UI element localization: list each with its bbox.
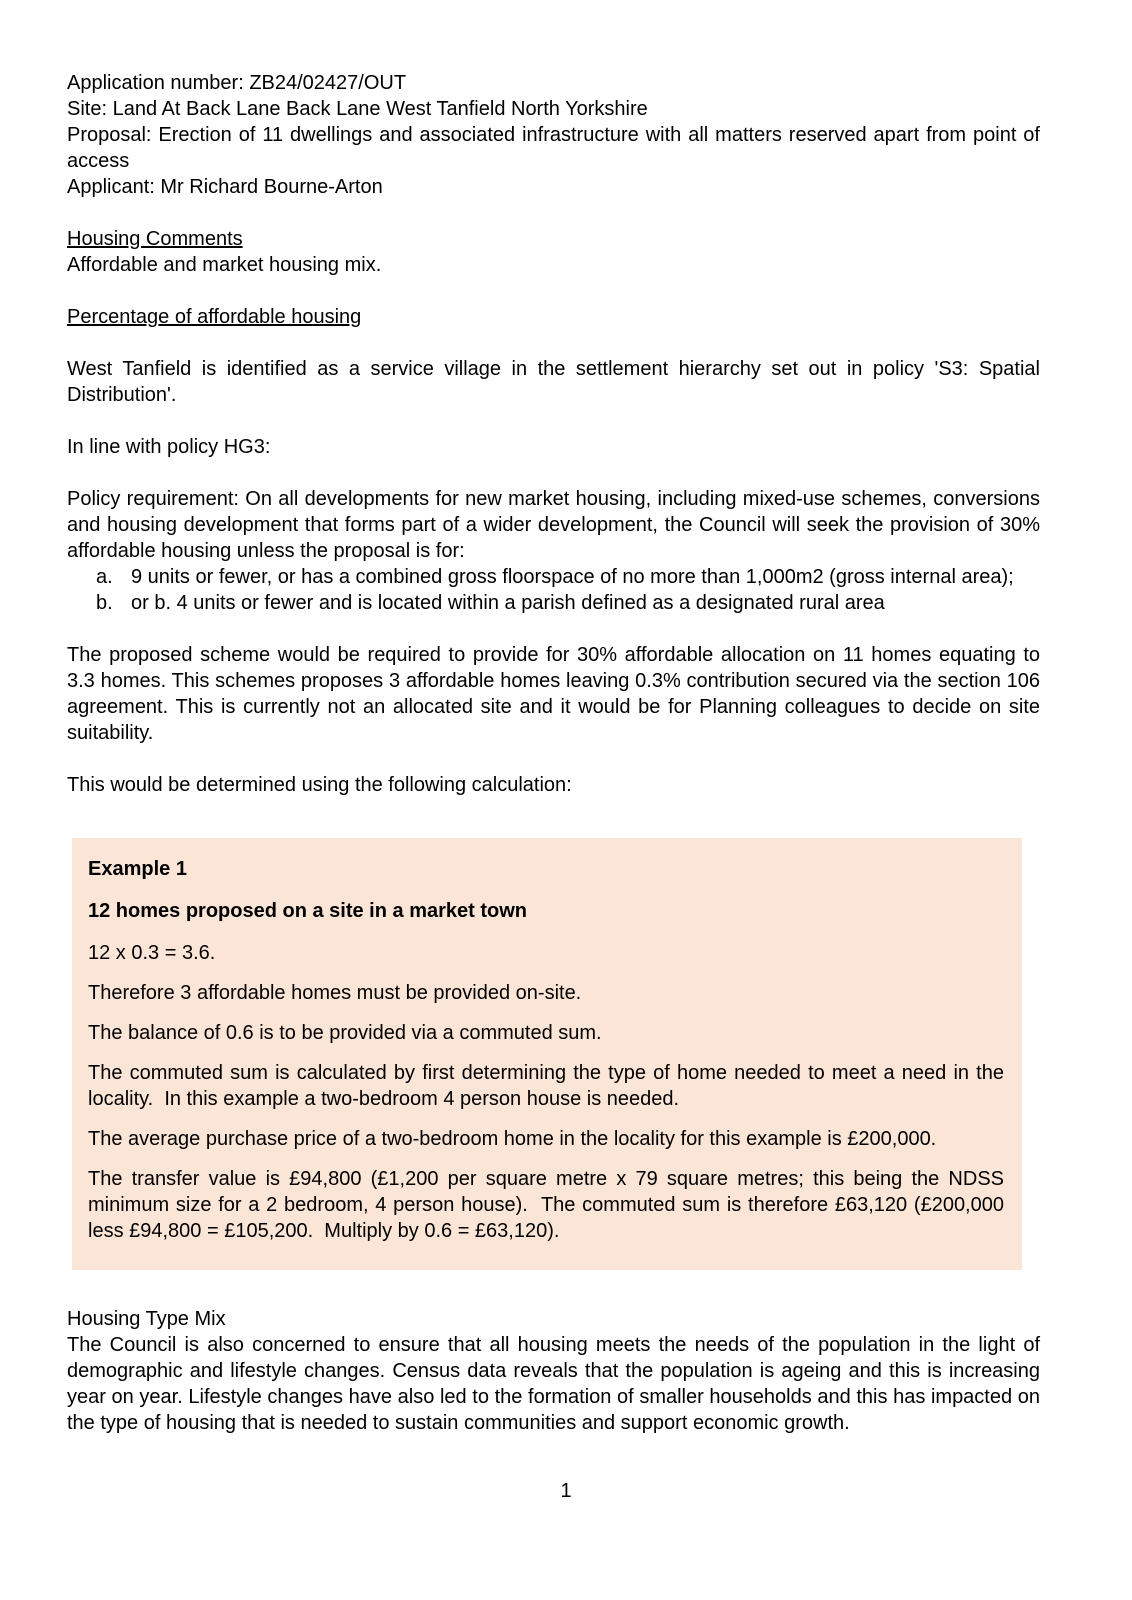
list-item-a (67, 564, 1040, 590)
policy-exception-list (67, 564, 1040, 616)
example-box-line: 12 x 0.3 = 3.6. (88, 942, 216, 964)
example-box-line: The balance of 0.6 is to be provided via a commuted sum. (88, 1022, 602, 1044)
housing-comments-text: Affordable and market housing mix. (67, 254, 382, 276)
list-marker-b: b. (96, 592, 113, 614)
example-box-subtitle: 12 homes proposed on a site in a market town (88, 900, 527, 922)
example-box-line: The commuted sum is calculated by first determining the type of home needed to meet a need in the locality. In this example a two-bedroom 4 person house is needed. (88, 1062, 1010, 1110)
example-box-line: The average purchase price of a two-bedroom home in the locality for this example is £200,000. (88, 1128, 937, 1150)
list-text-a: 9 units or fewer, or has a combined gross floorspace of no more than 1,000m2 (gross internal area); (131, 566, 1014, 588)
housing-type-mix-paragraph: The Council is also concerned to ensure that all housing meets the needs of the population in the light of demographic and lifestyle changes. Census data reveals that the population is ageing and this is increasing year on year. Lifestyle changes have also led to the formation of smaller households and this has impacted on the type of housing that is needed to sustain communities and support economic growth. (67, 1334, 1040, 1434)
west-tanfield-paragraph: West Tanfield is identified as a service village in the settlement hierarchy set out in policy 'S3: Spatial Distribution'. (67, 358, 1040, 406)
proposal-line: Proposal: Erection of 11 dwellings and associated infrastructure with all matters reserved apart from point of access (67, 124, 1040, 172)
housing-comments-heading: Housing Comments (67, 228, 243, 250)
application-number-line: Application number: ZB24/02427/OUT (67, 72, 407, 94)
calculation-intro-paragraph: This would be determined using the following calculation: (67, 774, 572, 796)
example-box-line: The transfer value is £94,800 (£1,200 per square metre x 79 square metres; this being the NDSS minimum size for a 2 bedroom, 4 person house). The commuted sum is therefore £63,120 (£200,000 less £94,800 = £105,200. Multiply by 0.6 = £63,120). (88, 1168, 1010, 1242)
policy-requirement-paragraph: Policy requirement: On all developments for new market housing, including mixed-use schemes, conversions and housing development that forms part of a wider development, the Council will seek the provision of 30% affordable housing unless the proposal is for: (67, 488, 1040, 562)
proposed-scheme-paragraph: The proposed scheme would be required to provide for 30% affordable allocation on 11 homes equating to 3.3 homes. This schemes proposes 3 affordable homes leaving 0.3% contribution secured via the section 106 agreement. This is currently not an allocated site and it would be for Planning colleagues to decide on site suitability. (67, 644, 1040, 744)
example-box-title: Example 1 (88, 858, 187, 880)
page-number: 1 (560, 1480, 572, 1502)
list-item-b (67, 590, 1040, 616)
site-line: Site: Land At Back Lane Back Lane West Tanfield North Yorkshire (67, 98, 648, 120)
policy-intro-paragraph: In line with policy HG3: (67, 436, 271, 458)
example-box-line: Therefore 3 affordable homes must be provided on-site. (88, 982, 582, 1004)
housing-type-mix-heading: Housing Type Mix (67, 1308, 226, 1330)
list-marker-a: a. (96, 566, 113, 588)
example-calculation-box (72, 838, 1022, 1270)
list-text-b: or b. 4 units or fewer and is located within a parish defined as a designated rural area (131, 592, 885, 614)
affordable-housing-heading: Percentage of affordable housing (67, 306, 362, 328)
applicant-line: Applicant: Mr Richard Bourne-Arton (67, 176, 383, 198)
application-header (67, 70, 1040, 200)
